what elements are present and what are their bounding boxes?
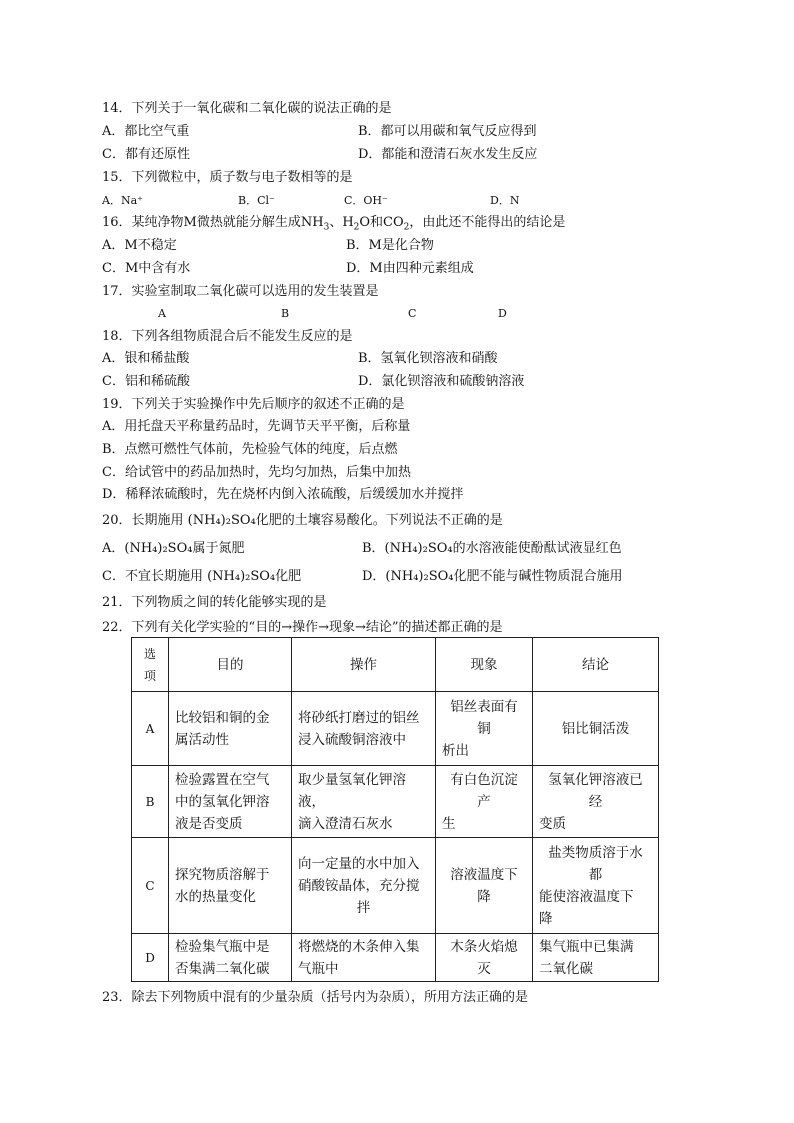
row-conclusion: 氢氧化钾溶液已 经 变质: [533, 766, 659, 838]
row-option: A: [132, 692, 169, 766]
q20-option-b: B．(NH₄)₂SO₄的水溶液能使酚酞试液显红色: [362, 541, 622, 556]
header-purpose: 目的: [169, 638, 292, 692]
q19-option-b: B．点燃可燃性气体前，先检验气体的纯度，后点燃: [102, 442, 398, 457]
row-phenomenon: 铝丝表面有 铜 析出: [436, 692, 533, 766]
table-header-row: [132, 638, 659, 692]
row-option: B: [132, 766, 169, 838]
q19-option-a: A．用托盘天平称量药品时，先调节天平平衡，后称量: [102, 419, 411, 434]
table-row: [132, 692, 659, 766]
q18-option-b: B．氢氧化钡溶液和硝酸: [358, 351, 498, 366]
q18-option-d: D．氯化钡溶液和硫酸钠溶液: [358, 374, 525, 389]
q21-stem: 21．下列物质之间的转化能够实现的是: [102, 595, 327, 610]
q20-option-a: A．(NH₄)₂SO₄属于氮肥: [102, 541, 245, 556]
q15-option-d: D．N: [490, 194, 520, 207]
q14-option-b: B．都可以用碳和氧气反应得到: [358, 124, 537, 139]
row-purpose: 探究物质溶解于 水的热量变化: [169, 838, 292, 934]
q19-stem: 19．下列关于实验操作中先后顺序的叙述不正确的是: [102, 397, 405, 412]
q14-stem: 14．下列关于一氧化碳和二氧化碳的说法正确的是: [102, 101, 392, 116]
header-operation: 操作: [292, 638, 436, 692]
row-conclusion: 集气瓶中已集满 二氧化碳: [533, 934, 659, 982]
q17-label-a: A: [158, 307, 166, 320]
q18-stem: 18．下列各组物质混合后不能发生反应的是: [102, 329, 353, 344]
row-operation: 向一定量的水中加入 硝酸铵晶体，充分搅 拌: [292, 838, 436, 934]
q14-option-d: D．都能和澄清石灰水发生反应: [358, 147, 538, 162]
q20-option-c: C．不宜长期施用 (NH₄)₂SO₄化肥: [102, 569, 302, 584]
q19-option-d: D．稀释浓硫酸时，先在烧杯内倒入浓硫酸，后缓缓加水并搅拌: [102, 487, 464, 502]
row-option: D: [132, 934, 169, 982]
header-conclusion: 结论: [533, 638, 659, 692]
table-row: [132, 766, 659, 838]
q20-stem: 20．长期施用 (NH₄)₂SO₄化肥的土壤容易酸化。下列说法不正确的是: [102, 513, 503, 528]
q16-option-b: B．M是化合物: [346, 238, 434, 253]
q16-option-d: D．M由四种元素组成: [346, 261, 474, 276]
table-row: [132, 838, 659, 934]
row-conclusion: 铝比铜活泼: [533, 692, 659, 766]
q22-table: [131, 637, 659, 982]
row-operation: 将燃烧的木条伸入集 气瓶中: [292, 934, 436, 982]
row-operation: 将砂纸打磨过的铝丝 浸入硫酸铜溶液中: [292, 692, 436, 766]
header-option: 选 项: [132, 638, 169, 692]
q15-option-c: C．OH⁻: [344, 194, 388, 207]
row-operation: 取少量氢氧化钾溶液， 滴入澄清石灰水: [292, 766, 436, 838]
q15-stem: 15．下列微粒中，质子数与电子数相等的是: [102, 170, 353, 185]
row-phenomenon: 木条火焰熄 灭: [436, 934, 533, 982]
row-option: C: [132, 838, 169, 934]
q17-label-c: C: [408, 307, 417, 320]
table-row: [132, 934, 659, 982]
q14-option-a: A．都比空气重: [102, 124, 190, 139]
q16-stem: 16．某纯净物M微热就能分解生成$NH_3$、$H_2O$和$CO_2$，由此还不能得出的结论是: [102, 215, 566, 233]
q23-stem: 23．除去下列物质中混有的少量杂质（括号内为杂质），所用方法正确的是: [102, 990, 529, 1005]
q15-option-a: A．Na⁺: [102, 194, 143, 207]
q18-option-c: C．铝和稀硫酸: [102, 374, 190, 389]
q16-option-c: C．M中含有水: [102, 261, 191, 276]
row-purpose: 检验集气瓶中是 否集满二氧化碳: [169, 934, 292, 982]
row-phenomenon: 溶液温度下 降: [436, 838, 533, 934]
q18-option-a: A．银和稀盐酸: [102, 351, 190, 366]
q14-option-c: C．都有还原性: [102, 147, 190, 162]
q15-option-b: B．Cl⁻: [238, 194, 275, 207]
header-phenomenon: 现象: [436, 638, 533, 692]
row-conclusion: 盐类物质溶于水 都 能使溶液温度下 降: [533, 838, 659, 934]
q17-stem: 17．实验室制取二氧化碳可以选用的发生装置是: [102, 284, 379, 299]
q22-stem: 22．下列有关化学实验的“目的→操作→现象→结论”的描述都正确的是: [102, 620, 503, 635]
row-purpose: 比较铝和铜的金 属活动性: [169, 692, 292, 766]
q19-option-c: C．给试管中的药品加热时，先均匀加热，后集中加热: [102, 465, 411, 480]
q17-label-b: B: [281, 307, 290, 320]
q17-label-d: D: [498, 307, 507, 320]
row-purpose: 检验露置在空气 中的氢氧化钾溶 液是否变质: [169, 766, 292, 838]
q20-option-d: D．(NH₄)₂SO₄化肥不能与碱性物质混合施用: [362, 569, 623, 584]
row-phenomenon: 有白色沉淀 产 生: [436, 766, 533, 838]
q16-option-a: A．M不稳定: [102, 238, 177, 253]
